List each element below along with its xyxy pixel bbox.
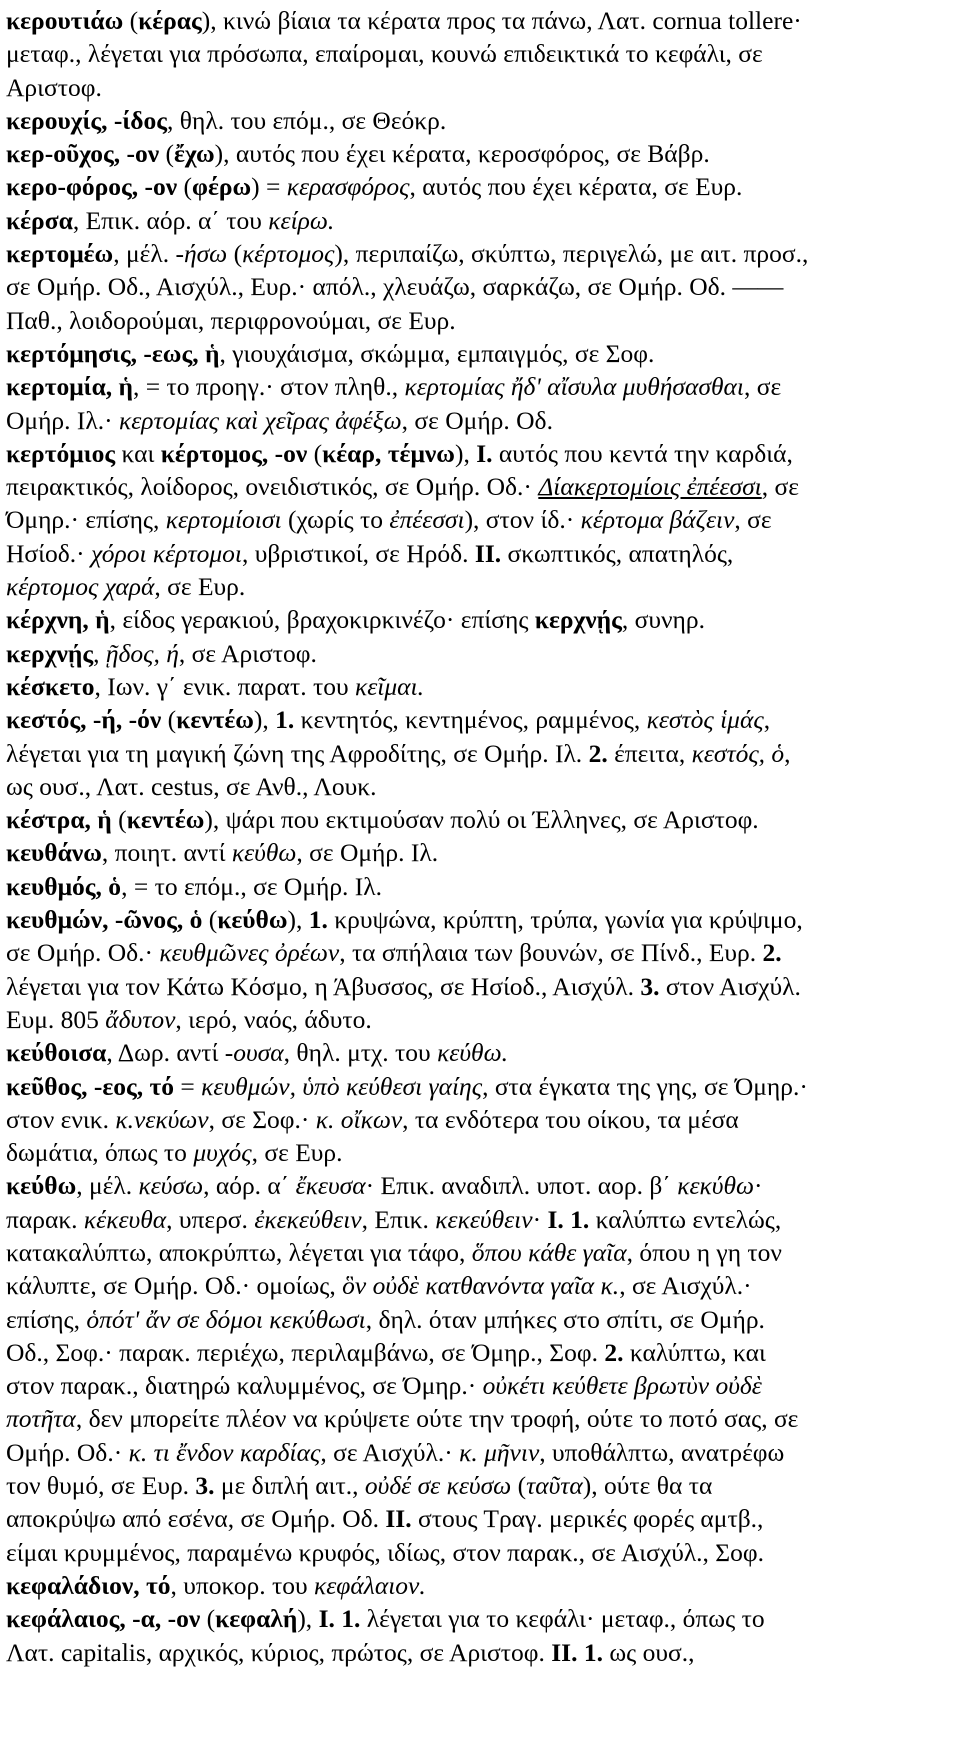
text-line — [6, 1003, 960, 1036]
bold-term: κεφάλαιος, -α, -ον — [6, 1604, 201, 1634]
text-run: , = το προηγ.· στον πληθ., — [133, 372, 405, 402]
text-line — [6, 237, 960, 270]
text-run: · — [532, 1204, 548, 1234]
bold-term: 2. — [604, 1337, 624, 1367]
text-run: στον παρακ., διατηρώ καλυμμένος, σε Όμηρ.· — [6, 1371, 483, 1401]
text-run: ( — [111, 805, 127, 835]
text-run: , σε — [761, 472, 799, 502]
text-line — [6, 603, 960, 636]
italic-term: κ.νεκύων — [115, 1104, 209, 1134]
text-run: Οδ., Σοφ.· παρακ. περιέχω, περιλαμβάνω, σε Όμηρ., Σοφ. — [6, 1337, 605, 1367]
text-run: στον ενικ. — [6, 1104, 116, 1134]
text-run: , αόρ. α΄ — [203, 1171, 296, 1201]
italic-term: ὁπότ' ἄν σε δόμοι κεκύθωσι — [86, 1304, 366, 1334]
italic-term: κεφάλαιον. — [314, 1570, 426, 1600]
text-run: , μέλ. — [113, 239, 176, 269]
text-line — [6, 903, 960, 936]
text-line — [6, 836, 960, 869]
text-line — [6, 1569, 960, 1602]
text-line — [6, 1602, 960, 1635]
italic-term: ἐπέεσσι — [389, 505, 465, 535]
italic-term: ὅπου κάθε γαῖα — [471, 1237, 627, 1267]
text-line — [6, 1136, 960, 1169]
bold-term: κερουχίς, -ίδος — [6, 105, 168, 135]
text-line — [6, 170, 960, 203]
bold-term: κεφαλή — [215, 1604, 298, 1634]
text-run: , δεν μπορείτε πλέον να κρύψετε ούτε την τροφή, ούτε το ποτό σας, σε — [75, 1404, 799, 1434]
text-run: λέγεται για τον Κάτω Κόσμο, η Άβυσσος, σε Ησίοδ., Αισχύλ. — [6, 971, 641, 1001]
text-run: ( — [159, 139, 174, 169]
text-run: σε Ομήρ. Οδ., Αισχύλ., Ευρ.· απόλ., χλευάζω, σαρκάζω, σε Ομήρ. Οδ. —— — [6, 272, 784, 302]
text-line — [6, 4, 960, 37]
text-run: Ευμ. 805 — [6, 1004, 106, 1034]
text-line — [6, 970, 960, 1003]
italic-term: οὐκέτι κεύθετε βρωτὺν οὐδὲ — [482, 1371, 762, 1401]
text-run: κεντητός, κεντημένος, ραμμένος, — [294, 705, 647, 735]
text-run: , τα ενδότερα του οίκου, τα μέσα — [402, 1104, 739, 1134]
text-run: , σε Σοφ.· — [208, 1104, 316, 1134]
bold-term: II. 1. — [551, 1637, 603, 1667]
text-line — [6, 1269, 960, 1302]
text-run: ), — [287, 905, 309, 935]
text-run: ( — [200, 1604, 216, 1634]
text-run: στον Αισχύλ. — [659, 971, 801, 1001]
text-run: έπειτα, — [607, 738, 692, 768]
text-line — [6, 71, 960, 104]
text-run: , υβριστικοί, σε Ηρόδ. — [241, 538, 475, 568]
text-run: , σε — [734, 505, 772, 535]
text-line — [6, 404, 960, 437]
bold-term: ἔχω — [174, 139, 215, 169]
text-line — [6, 770, 960, 803]
text-line — [6, 1636, 960, 1669]
text-run: ), περιπαίζω, σκύπτω, περιγελώ, με αιτ. προσ., — [334, 239, 809, 269]
italic-term: ποτῆτα — [6, 1404, 76, 1434]
text-run: , όπου η γη τον — [626, 1237, 782, 1267]
text-run: σε Ομήρ. Οδ.· — [6, 938, 160, 968]
text-run: (χωρίς το — [281, 505, 390, 535]
bold-term: κερτομέω — [6, 239, 114, 269]
bold-term: κεντέω — [126, 805, 205, 835]
text-run: λέγεται για τη μαγική ζώνη της Αφροδίτης, σε Ομήρ. Ιλ. — [6, 738, 589, 768]
bold-term: κέρας — [138, 6, 202, 35]
text-run: ), — [253, 705, 276, 735]
text-run: ( — [202, 905, 218, 935]
text-run: σκωπτικός, απατηλός, — [501, 538, 734, 568]
italic-term: οὐδέ σε κεύσω — [364, 1471, 512, 1501]
text-run: , συνηρ. — [621, 605, 705, 635]
text-run: , γιουχάισμα, σκώμμα, εμπαιγμός, σε Σοφ. — [219, 338, 655, 368]
text-run: ( — [227, 239, 243, 269]
text-run: , σε Αισχύλ.· — [320, 1437, 460, 1467]
text-line — [6, 570, 960, 603]
text-line — [6, 803, 960, 836]
text-line — [6, 1236, 960, 1269]
bold-term: κευθμός, ὁ — [6, 871, 122, 901]
text-run: · — [754, 1171, 763, 1201]
text-run: μεταφ., λέγεται για πρόσωπα, επαίρομαι, κουνώ επιδεικτικά το κεφάλι, σε — [6, 39, 763, 69]
bold-term: κέσκετο — [6, 671, 95, 701]
italic-term: κεύσω — [138, 1171, 204, 1201]
bold-term: κερτομία, ἡ — [6, 372, 134, 402]
text-line — [6, 137, 960, 170]
text-run: στους Τραγ. μερικές φορές αμτβ., — [411, 1504, 764, 1534]
bold-term: κερχνῄς — [534, 605, 622, 635]
text-run: , υπερσ. — [166, 1204, 255, 1234]
text-line — [6, 37, 960, 70]
text-line — [6, 370, 960, 403]
text-run: ), — [454, 438, 477, 468]
bold-term: κερχνῄς — [6, 638, 94, 668]
text-run: , υποκορ. του — [170, 1570, 315, 1600]
text-run: και — [115, 438, 161, 468]
text-run: πειρακτικός, λοίδορος, ονειδιστικός, σε Ομήρ. Οδ.· — [6, 472, 539, 502]
text-run: , θηλ. μτχ. του — [283, 1038, 438, 1068]
text-run: , σε Ομήρ. Ιλ. — [296, 838, 439, 868]
text-line — [6, 503, 960, 536]
text-run: , ποιητ. αντί — [101, 838, 232, 868]
italic-term: ἔκευσα — [295, 1171, 366, 1201]
text-run: , αυτός που έχει κέρατα, σε Ευρ. — [409, 172, 743, 202]
text-run: , σε Αισχύλ.· — [619, 1271, 752, 1301]
text-line — [6, 1336, 960, 1369]
italic-term: -ήσω — [175, 239, 228, 269]
text-run: , δηλ. όταν μπήκες στο σπίτι, σε Ομήρ. — [365, 1304, 765, 1334]
text-line — [6, 637, 960, 670]
text-run: ( — [307, 438, 323, 468]
text-line — [6, 1070, 960, 1103]
text-run: τον θυμό, σε Ευρ. — [6, 1471, 196, 1501]
bold-term: 1. — [275, 705, 295, 735]
text-run: , Επικ. αόρ. α΄ του — [72, 205, 269, 235]
bold-term: κέρτομος, -ον — [160, 438, 308, 468]
bold-term: 2. — [588, 738, 608, 768]
bold-term: 2. — [762, 938, 782, 968]
text-run: ), ψάρι που εκτιμούσαν πολύ οι Έλληνες, σε Αριστοφ. — [204, 805, 759, 835]
text-line — [6, 737, 960, 770]
text-line — [6, 1203, 960, 1236]
italic-term: κερτομίας ἤδ' αἴσυλα μυθήσασθαι — [404, 372, 744, 402]
text-run: , είδος γερακιού, βραχοκιρκινέζο· επίσης — [109, 605, 535, 635]
italic-term: κέρτομα βάζειν — [580, 505, 735, 535]
bold-term: κερουτιάω — [6, 6, 124, 35]
text-line — [6, 270, 960, 303]
text-run: Παθ., λοιδορούμαι, περιφρονούμαι, σε Ευρ. — [6, 305, 456, 335]
bold-term: κερτόμησις, -εως, ἡ — [6, 338, 220, 368]
text-line — [6, 1369, 960, 1402]
text-line — [6, 304, 960, 337]
text-line — [6, 1469, 960, 1502]
italic-term: ταῦτα — [526, 1471, 583, 1501]
text-run: καλύπτω, και — [623, 1337, 766, 1367]
text-run: με διπλή αιτ., — [214, 1471, 365, 1501]
bold-term: κευθμών, -ῶνος, ὁ — [6, 905, 203, 935]
bold-term: κερο-φόρος, -ον — [6, 172, 178, 202]
bold-term: κέαρ, τέμνω — [322, 438, 455, 468]
text-run: Ομήρ. Ιλ.· — [6, 405, 119, 435]
bold-term: I. — [476, 438, 493, 468]
text-line — [6, 703, 960, 736]
bold-term: κεύθω — [6, 1171, 77, 1201]
bold-term: κεντέω — [176, 705, 254, 735]
text-run: , σε Ευρ. — [251, 1138, 343, 1168]
text-run: Όμηρ.· επίσης, — [6, 505, 166, 535]
bold-term: κέρσα — [6, 205, 73, 235]
italic-term: χόροι κέρτομοι — [91, 538, 242, 568]
italic-term: κευθμῶνες ὀρέων — [159, 938, 340, 968]
italic-term: κεύθω. — [437, 1038, 508, 1068]
bold-term: κέστρα, ἡ — [6, 805, 112, 835]
text-run: λέγεται για το κεφάλι· μεταφ., όπως το — [360, 1604, 765, 1634]
bold-term: κέρχνη, ἡ — [6, 605, 110, 635]
text-run: αποκρύψω από εσένα, σε Ομήρ. Οδ. — [6, 1504, 386, 1534]
bold-term: II. — [474, 538, 502, 568]
text-run: καλύπτω εντελώς, — [589, 1204, 782, 1234]
text-run: , στα έγκατα της γης, σε Όμηρ.· — [482, 1071, 808, 1101]
text-run: , θηλ. του επόμ., σε Θεόκρ. — [167, 105, 447, 135]
text-run: Αριστοφ. — [6, 72, 102, 102]
text-run: ), ούτε θα τα — [582, 1471, 713, 1501]
text-line — [6, 1536, 960, 1569]
text-line — [6, 1502, 960, 1535]
text-run: , Ιων. γ΄ ενικ. παρατ. του — [94, 671, 355, 701]
text-run: , τα σπήλαια των βουνών, σε Πίνδ., Ευρ. — [339, 938, 763, 968]
text-line — [6, 1436, 960, 1469]
text-run: , μέλ. — [76, 1171, 139, 1201]
text-line — [6, 1303, 960, 1336]
italic-term: ἄδυτον — [105, 1004, 176, 1034]
italic-term: κερασφόρος — [286, 172, 410, 202]
text-run: παρακ. — [6, 1204, 84, 1234]
text-run: , Επικ. — [361, 1204, 436, 1234]
text-run: = — [174, 1071, 202, 1101]
text-run: ), στον ίδ.· — [464, 505, 581, 535]
italic-term: κεύθω — [231, 838, 297, 868]
text-line — [6, 1402, 960, 1435]
bold-term: I. 1. — [547, 1204, 590, 1234]
text-line — [6, 1036, 960, 1069]
bold-term: κεφαλάδιον, τό — [6, 1570, 171, 1600]
text-run: ), αυτός που έχει κέρατα, κεροσφόρος, σε Βάβρ. — [214, 139, 710, 169]
text-run: , σε Αριστοφ. — [178, 638, 317, 668]
text-line — [6, 104, 960, 137]
bold-term: I. 1. — [318, 1604, 361, 1634]
bold-term: κεστός, -ή, -όν — [6, 705, 162, 735]
text-run: επίσης, — [6, 1304, 87, 1334]
italic-term: κ. οἴκων — [315, 1104, 403, 1134]
italic-term: κερτομίας καὶ χεῖρας ἀφέξω — [119, 405, 402, 435]
italic-term: κέρτομος — [242, 239, 335, 269]
italic-term: κ. τι ἔνδον καρδίας — [128, 1437, 321, 1467]
italic-term: ὃν οὐδὲ κατθανόντα γαῖα κ. — [342, 1271, 620, 1301]
text-run: , ιερό, ναός, άδυτο. — [175, 1004, 372, 1034]
text-line — [6, 870, 960, 903]
bold-term: 1. — [308, 905, 328, 935]
text-run: είμαι κρυμμένος, παραμένω κρυφός, ιδίως, στον παρακ., σε Αισχύλ., Σοφ. — [6, 1537, 764, 1567]
text-run: κρυψώνα, κρύπτη, τρύπα, γωνία για κρύψιμο, — [327, 905, 803, 935]
text-run: , υποθάλπτω, ανατρέφω — [539, 1437, 785, 1467]
italic-term: κέρτομος χαρά — [6, 572, 155, 602]
bold-term: II. — [385, 1504, 412, 1534]
italic-term: κεκεύθειν — [435, 1204, 533, 1234]
bold-term: φέρω — [192, 172, 252, 202]
bold-term: κεύθω — [217, 905, 288, 935]
text-run: , — [763, 705, 771, 735]
text-run: ( — [511, 1471, 527, 1501]
text-run: Λατ. capitalis, αρχικός, κύριος, πρώτος, σε Αριστοφ. — [6, 1637, 552, 1667]
bold-term: κερ-οῦχος, -ον — [6, 139, 160, 169]
text-run: ( — [123, 6, 139, 35]
italic-term: ῇδος, ή — [105, 638, 179, 668]
text-line — [6, 437, 960, 470]
bold-term: 3. — [640, 971, 660, 1001]
bold-term: κεύθοισα — [6, 1038, 107, 1068]
italic-term: κεῖμαι. — [354, 671, 424, 701]
text-run: ) = — [251, 172, 287, 202]
text-run: · Επικ. αναδιπλ. υποτ. αορ. β΄ — [365, 1171, 678, 1201]
text-run: , σε Ομήρ. Οδ. — [401, 405, 553, 435]
text-run: Ησίοδ.· — [6, 538, 92, 568]
text-line — [6, 936, 960, 969]
text-run: αυτός που κεντά την καρδιά, — [492, 438, 793, 468]
text-run: ), κινώ βίαια τα κέρατα προς τα πάνω, Λατ. cornua tollere· — [201, 6, 802, 35]
text-run: δωμάτια, όπως το — [6, 1138, 194, 1168]
text-run: , — [784, 738, 791, 768]
text-run: , σε — [743, 372, 782, 402]
text-run: ), — [297, 1604, 319, 1634]
text-run: ως ουσ., Λατ. cestus, σε Ανθ., Λουκ. — [6, 771, 377, 801]
text-line — [6, 470, 960, 503]
text-line — [6, 537, 960, 570]
italic-term: ἐκεκεύθειν — [254, 1204, 362, 1234]
text-run: κατακαλύπτω, αποκρύπτω, λέγεται για τάφο, — [6, 1237, 472, 1267]
italic-term: μυχός — [193, 1138, 252, 1168]
italic-term: -ουσα — [224, 1038, 284, 1068]
text-line — [6, 1169, 960, 1202]
italic-term: κεστὸς ἱμάς — [646, 705, 764, 735]
text-line — [6, 204, 960, 237]
italic-term: κ. μῆνιν — [459, 1437, 540, 1467]
text-run: , = το επόμ., σε Ομήρ. Ιλ. — [121, 871, 383, 901]
bold-term: κερτόμιος — [6, 438, 116, 468]
italic-term: κεστός, ὁ — [691, 738, 785, 768]
text-line — [6, 670, 960, 703]
italic-term: κευθμών, ὑπὸ κεύθεσι γαίης — [201, 1071, 483, 1101]
italic-term: κείρω. — [268, 205, 335, 235]
text-run: ( — [161, 705, 177, 735]
text-run: ως ουσ., — [602, 1637, 695, 1667]
italic-term: κέκευθα — [83, 1204, 167, 1234]
text-run: ( — [177, 172, 193, 202]
bold-term: κεῦθος, -εος, τό — [6, 1071, 175, 1101]
text-line — [6, 1103, 960, 1136]
italic-term: κερτομίοισι — [165, 505, 282, 535]
text-run: Ομήρ. Οδ.· — [6, 1437, 129, 1467]
italic-term: Δίακερτομίοις ἐπέεσσι — [538, 472, 762, 502]
text-run: , σε Ευρ. — [154, 572, 246, 602]
text-line — [6, 337, 960, 370]
italic-term: κεκύθω — [677, 1171, 754, 1201]
text-run: , — [93, 638, 106, 668]
text-run: κάλυπτε, σε Ομήρ. Οδ.· ομοίως, — [6, 1271, 343, 1301]
text-run: , Δωρ. αντί — [106, 1038, 225, 1068]
bold-term: 3. — [195, 1471, 215, 1501]
bold-term: κευθάνω — [6, 838, 102, 868]
